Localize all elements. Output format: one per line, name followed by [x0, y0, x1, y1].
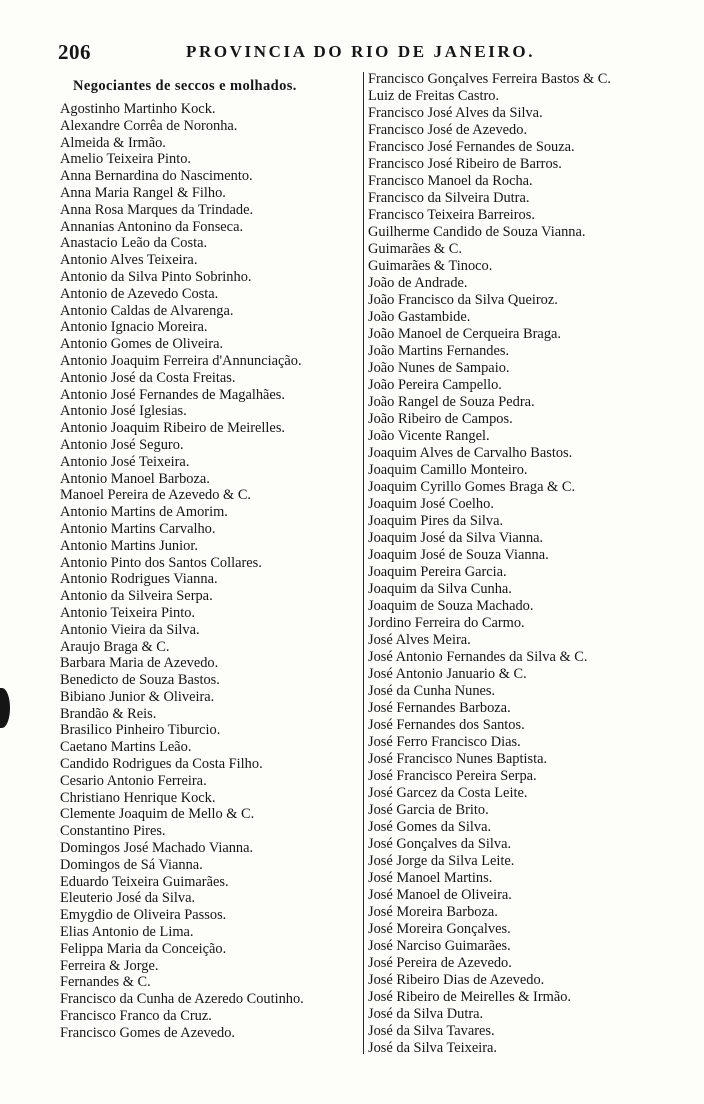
- merchant-entry: Luiz de Freitas Castro.: [368, 88, 500, 104]
- merchant-entry: Francisco da Cunha de Azeredo Coutinho.: [60, 991, 304, 1008]
- merchant-entry: Francisco José Ribeiro de Barros.: [368, 156, 562, 172]
- merchant-entry: Caetano Martins Leão.: [60, 739, 192, 756]
- merchant-entry: Antonio Alves Teixeira.: [60, 252, 198, 269]
- merchant-entry: Francisco José Alves da Silva.: [368, 105, 543, 121]
- merchant-entry: Joaquim José da Silva Vianna.: [368, 530, 544, 546]
- merchant-entry: Antonio José Seguro.: [60, 436, 184, 453]
- merchant-entry: Manoel Pereira de Azevedo & C.: [60, 487, 252, 504]
- merchant-entry: José Pereira de Azevedo.: [368, 955, 512, 971]
- merchant-entry: Agostinho Martinho Kock.: [60, 101, 216, 117]
- merchant-entry: Cesario Antonio Ferreira.: [60, 772, 207, 789]
- merchant-entry: José Francisco Pereira Serpa.: [368, 768, 537, 784]
- merchant-entry: Francisco da Silveira Dutra.: [368, 190, 530, 206]
- ink-blot-mark: [0, 688, 10, 728]
- merchant-entry: José Garcia de Brito.: [368, 802, 489, 818]
- merchant-entry: José Narciso Guimarães.: [368, 938, 511, 954]
- merchant-entry: Antonio José Iglesias.: [60, 403, 187, 420]
- merchant-entry: Candido Rodrigues da Costa Filho.: [60, 756, 263, 773]
- merchant-entry: Jordino Ferreira do Carmo.: [368, 615, 525, 631]
- merchant-entry: Francisco Franco da Cruz.: [60, 1008, 212, 1025]
- merchant-entry: José Fernandes dos Santos.: [368, 717, 525, 733]
- merchant-entry: Antonio Martins Carvalho.: [60, 520, 216, 537]
- merchant-entry: Joaquim José Coelho.: [368, 496, 494, 512]
- merchant-entry: João Ribeiro de Campos.: [368, 411, 513, 427]
- merchant-entry: Anna Maria Rangel & Filho.: [60, 184, 226, 201]
- merchant-list-right: [368, 71, 664, 1057]
- merchant-entry: Antonio Caldas de Alvarenga.: [60, 302, 234, 319]
- merchant-entry: José Manoel de Oliveira.: [368, 887, 512, 903]
- merchant-entry: Antonio da Silveira Serpa.: [60, 588, 213, 605]
- merchant-entry: Domingos de Sá Vianna.: [60, 856, 203, 873]
- merchant-entry: Francisco Teixeira Barreiros.: [368, 207, 535, 223]
- merchant-entry: Guimarães & C.: [368, 241, 462, 257]
- merchant-entry: Araujo Braga & C.: [60, 638, 170, 655]
- merchant-entry: Antonio Teixeira Pinto.: [60, 604, 196, 621]
- page-number: 206: [58, 40, 91, 64]
- merchant-entry: Guilherme Candido de Souza Vianna.: [368, 224, 586, 240]
- merchant-entry: José da Cunha Nunes.: [368, 683, 496, 699]
- merchant-entry: João de Andrade.: [368, 275, 468, 291]
- merchant-entry: Almeida & Irmão.: [60, 134, 166, 151]
- merchant-entry: José Gomes da Silva.: [368, 819, 492, 835]
- merchant-entry: José Moreira Gonçalves.: [368, 921, 511, 937]
- merchant-entry: Antonio Rodrigues Vianna.: [60, 571, 218, 588]
- merchant-entry: José da Silva Teixeira.: [368, 1040, 498, 1056]
- merchant-entry: João Francisco da Silva Queiroz.: [368, 292, 558, 308]
- merchant-entry: Guimarães & Tinoco.: [368, 258, 493, 274]
- merchant-entry: Antonio Vieira da Silva.: [60, 621, 200, 638]
- merchant-entry: Brasilico Pinheiro Tiburcio.: [60, 722, 221, 739]
- merchant-entry: João Vicente Rangel.: [368, 428, 490, 444]
- merchant-entry: João Nunes de Sampaio.: [368, 360, 510, 376]
- merchant-entry: Joaquim Cyrillo Gomes Braga & C.: [368, 479, 576, 495]
- merchant-entry: Annanias Antonino da Fonseca.: [60, 218, 244, 235]
- running-head: PROVINCIA DO RIO DE JANEIRO.: [186, 42, 536, 61]
- merchant-entry: José Ferro Francisco Dias.: [368, 734, 521, 750]
- merchant-entry: Anna Rosa Marques da Trindade.: [60, 201, 254, 218]
- merchant-entry: Brandão & Reis.: [60, 705, 157, 722]
- merchant-entry: Benedicto de Souza Bastos.: [60, 672, 220, 689]
- merchant-entry: José Moreira Barboza.: [368, 904, 498, 920]
- merchant-entry: Francisco José de Azevedo.: [368, 122, 528, 138]
- merchant-entry: Francisco Manoel da Rocha.: [368, 173, 533, 189]
- left-column: [60, 71, 358, 1042]
- merchant-entry: Antonio Martins de Amorim.: [60, 504, 228, 521]
- merchant-entry: Eleuterio José da Silva.: [60, 890, 196, 907]
- merchant-entry: Ferreira & Jorge.: [60, 957, 159, 974]
- merchant-entry: João Pereira Campello.: [368, 377, 502, 393]
- merchant-entry: João Rangel de Souza Pedra.: [368, 394, 535, 410]
- merchant-entry: Antonio Martins Junior.: [60, 537, 198, 554]
- merchant-entry: Clemente Joaquim de Mello & C.: [60, 806, 255, 823]
- merchant-entry: José Ribeiro de Meirelles & Irmão.: [368, 989, 572, 1005]
- merchant-entry: Joaquim Pereira Garcia.: [368, 564, 507, 580]
- merchant-entry: José da Silva Tavares.: [368, 1023, 495, 1039]
- merchant-entry: Barbara Maria de Azevedo.: [60, 655, 219, 672]
- merchant-entry: José Ribeiro Dias de Azevedo.: [368, 972, 545, 988]
- merchant-entry: Eduardo Teixeira Guimarães.: [60, 873, 229, 890]
- merchant-entry: Antonio José Fernandes de Magalhães.: [60, 386, 286, 403]
- merchant-entry: Joaquim Camillo Monteiro.: [368, 462, 528, 478]
- merchant-entry: José da Silva Dutra.: [368, 1006, 484, 1022]
- merchant-entry: Antonio José da Costa Freitas.: [60, 369, 236, 386]
- merchant-entry: Francisco Gonçalves Ferreira Bastos & C.: [368, 71, 611, 87]
- right-column: [368, 71, 664, 1057]
- merchant-entry: Joaquim Alves de Carvalho Bastos.: [368, 445, 573, 461]
- merchant-entry: Alexandre Corrêa de Noronha.: [60, 117, 238, 134]
- merchant-entry: João Gastambide.: [368, 309, 471, 325]
- merchant-entry: Fernandes & C.: [60, 974, 151, 991]
- column-divider: [363, 72, 364, 1054]
- merchant-entry: Joaquim de Souza Machado.: [368, 598, 534, 614]
- merchant-entry: Emygdio de Oliveira Passos.: [60, 907, 227, 924]
- merchant-entry: Constantino Pires.: [60, 823, 166, 840]
- merchant-entry: José Antonio Fernandes da Silva & C.: [368, 649, 588, 665]
- merchant-entry: Antonio da Silva Pinto Sobrinho.: [60, 268, 252, 285]
- merchant-entry: Francisco José Fernandes de Souza.: [368, 139, 575, 155]
- merchant-entry: Elias Antonio de Lima.: [60, 924, 194, 941]
- merchant-entry: Antonio Joaquim Ribeiro de Meirelles.: [60, 420, 286, 437]
- merchant-entry: José Gonçalves da Silva.: [368, 836, 512, 852]
- merchant-entry: Joaquim José de Souza Vianna.: [368, 547, 549, 563]
- merchant-list-left: [60, 101, 358, 1042]
- merchant-entry: João Martins Fernandes.: [368, 343, 510, 359]
- merchant-entry: José Antonio Januario & C.: [368, 666, 527, 682]
- merchant-entry: Bibiano Junior & Oliveira.: [60, 688, 215, 705]
- merchant-entry: Antonio Gomes de Oliveira.: [60, 336, 224, 353]
- merchant-entry: José Francisco Nunes Baptista.: [368, 751, 548, 767]
- merchant-entry: Christiano Henrique Kock.: [60, 789, 216, 806]
- merchant-entry: José Jorge da Silva Leite.: [368, 853, 515, 869]
- merchant-entry: Antonio José Teixeira.: [60, 453, 190, 470]
- merchant-entry: Joaquim da Silva Cunha.: [368, 581, 512, 597]
- merchant-entry: Antonio de Azevedo Costa.: [60, 285, 219, 302]
- merchant-entry: Anastacio Leão da Costa.: [60, 235, 208, 252]
- merchant-entry: José Manoel Martins.: [368, 870, 493, 886]
- merchant-entry: Domingos José Machado Vianna.: [60, 840, 254, 857]
- merchant-entry: Francisco Gomes de Azevedo.: [60, 1024, 236, 1041]
- merchant-entry: José Garcez da Costa Leite.: [368, 785, 528, 801]
- merchant-entry: Antonio Ignacio Moreira.: [60, 319, 208, 336]
- merchant-entry: Anna Bernardina do Nascimento.: [60, 168, 253, 185]
- merchant-entry: Antonio Manoel Barboza.: [60, 470, 210, 487]
- merchant-entry: José Fernandes Barboza.: [368, 700, 511, 716]
- merchant-entry: Antonio Pinto dos Santos Collares.: [60, 554, 262, 571]
- merchant-entry: Amelio Teixeira Pinto.: [60, 151, 192, 168]
- merchant-entry: José Alves Meira.: [368, 632, 471, 648]
- section-title: Negociantes de seccos e molhados.: [73, 78, 297, 94]
- merchant-entry: Joaquim Pires da Silva.: [368, 513, 504, 529]
- page-header: [58, 40, 658, 66]
- merchant-entry: Felippa Maria da Conceição.: [60, 940, 227, 957]
- merchant-entry: João Manoel de Cerqueira Braga.: [368, 326, 562, 342]
- merchant-entry: Antonio Joaquim Ferreira d'Annunciação.: [60, 352, 302, 369]
